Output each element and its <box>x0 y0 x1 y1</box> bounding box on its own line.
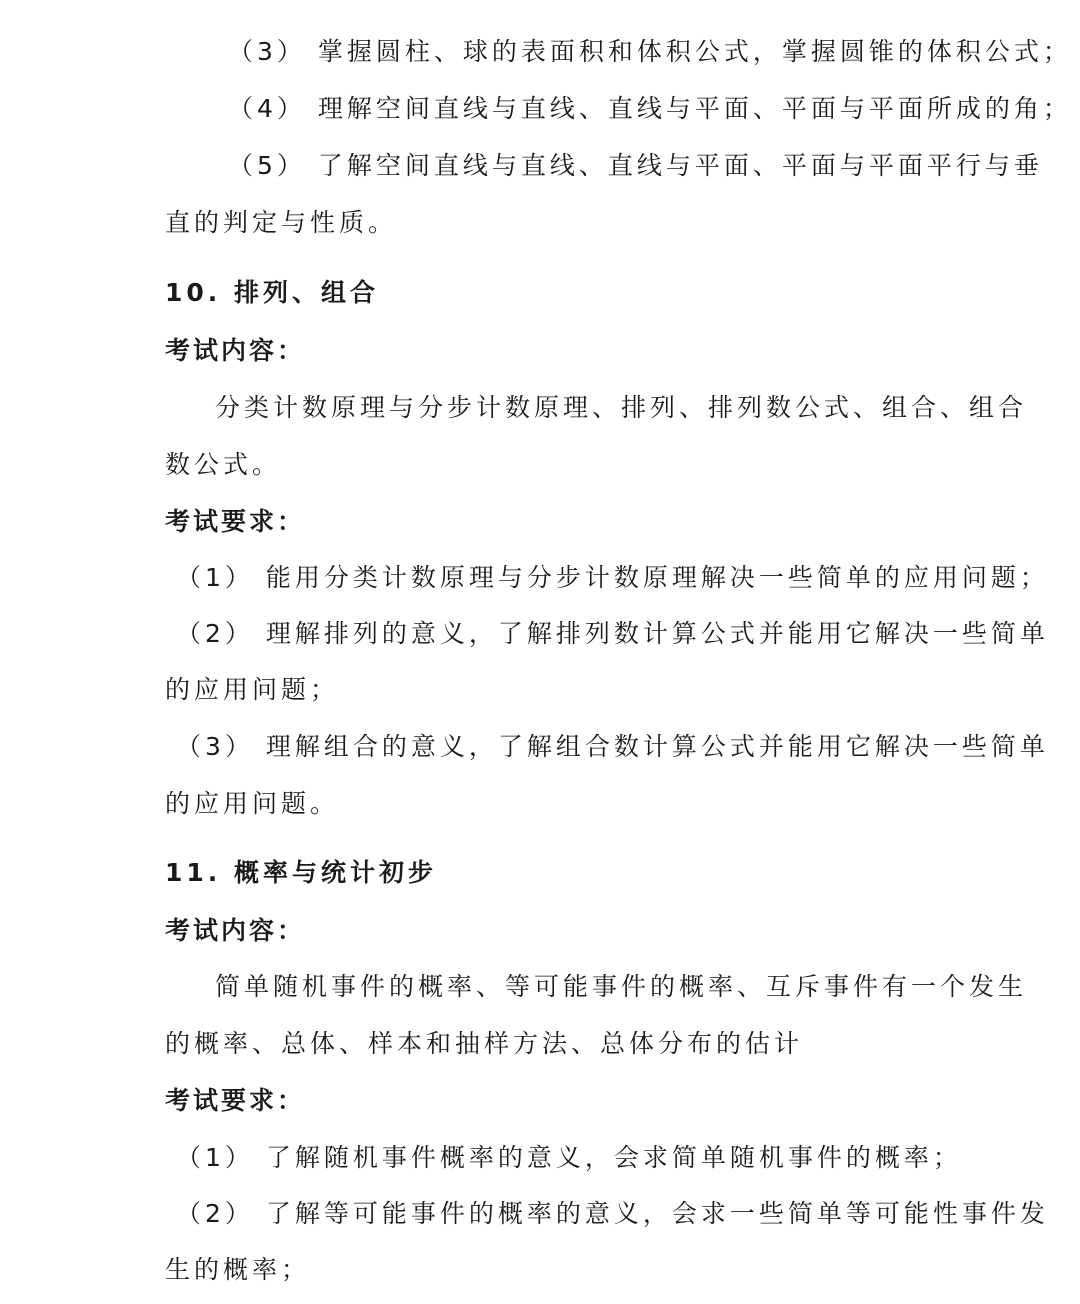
section-10-requirement-3: （3） 理解组合的意义，了解组合数计算公式并能用它解决一些简单 <box>176 732 1049 761</box>
section-10-title: 10. 排列、组合 <box>165 278 379 307</box>
section-11-title: 11. 概率与统计初步 <box>165 858 437 887</box>
section-11-requirements-label: 考试要求： <box>165 1086 306 1115</box>
requirement-item-4: （4） 理解空间直线与直线、直线与平面、平面与平面所成的角； <box>228 94 1072 123</box>
section-11-content-text-continued: 的概率、总体、样本和抽样方法、总体分布的估计 <box>165 1029 804 1058</box>
section-11-content-label: 考试内容： <box>165 916 306 945</box>
section-10-content-text-continued: 数公式。 <box>165 450 282 479</box>
section-10-requirements-label: 考试要求： <box>165 507 306 536</box>
requirement-item-5-continued: 直的判定与性质。 <box>165 208 398 237</box>
section-11-requirement-2: （2） 了解等可能事件的概率的意义，会求一些简单等可能性事件发 <box>176 1199 1049 1228</box>
section-10-requirement-2-continued: 的应用问题； <box>165 675 340 704</box>
section-11-content-text: 简单随机事件的概率、等可能事件的概率、互斥事件有一个发生 <box>215 972 1028 1001</box>
requirement-item-3: （3） 掌握圆柱、球的表面积和体积公式，掌握圆锥的体积公式； <box>228 37 1072 66</box>
section-11-requirement-1: （1） 了解随机事件概率的意义，会求简单随机事件的概率； <box>176 1143 962 1172</box>
section-10-requirement-3-continued: 的应用问题。 <box>165 789 340 818</box>
requirement-item-5: （5） 了解空间直线与直线、直线与平面、平面与平面平行与垂 <box>228 151 1043 180</box>
section-10-content-text: 分类计数原理与分步计数原理、排列、排列数公式、组合、组合 <box>215 393 1028 422</box>
section-10-content-label: 考试内容： <box>165 336 306 365</box>
section-11-requirement-2-continued: 生的概率； <box>165 1255 311 1284</box>
section-10-requirement-2: （2） 理解排列的意义，了解排列数计算公式并能用它解决一些简单 <box>176 619 1049 648</box>
section-10-requirement-1: （1） 能用分类计数原理与分步计数原理解决一些简单的应用问题； <box>176 563 1049 592</box>
